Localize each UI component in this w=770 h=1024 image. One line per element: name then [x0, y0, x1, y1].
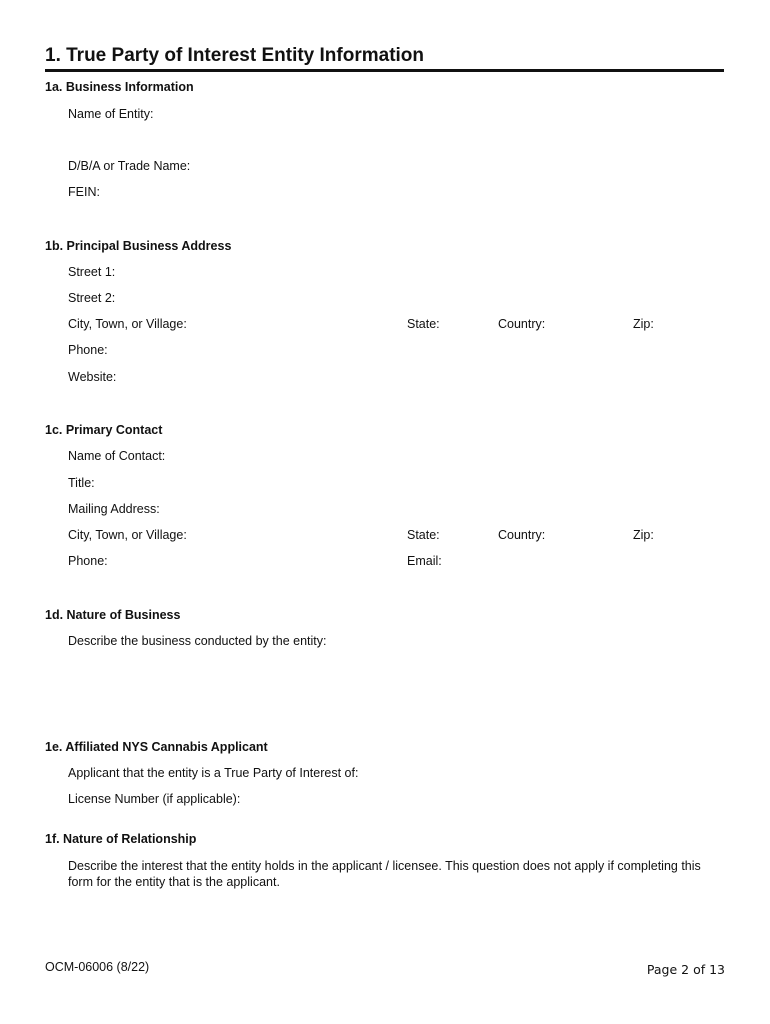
license-number-label: License Number (if applicable): [68, 792, 241, 806]
describe-business-label: Describe the business conducted by the entity: [68, 634, 327, 648]
contact-phone-label: Phone: [68, 554, 108, 568]
street1-label: Street 1: [68, 265, 116, 279]
name-of-entity-label: Name of Entity: [68, 107, 154, 121]
applicant-label: Applicant that the entity is a True Party of Interest of: [68, 766, 359, 780]
form-id: OCM-06006 (8/22) [45, 960, 150, 974]
state-label: State: [407, 317, 440, 331]
name-of-contact-label: Name of Contact: [68, 449, 166, 463]
section-heading-nature-of-business: 1d. Nature of Business [45, 608, 181, 622]
contact-city-label: City, Town, or Village: [68, 528, 187, 542]
website-label: Website: [68, 370, 117, 384]
country-label: Country: [498, 317, 546, 331]
page-title: 1. True Party of Interest Entity Information [45, 45, 425, 66]
contact-email-label: Email: [407, 554, 442, 568]
title-divider [45, 69, 724, 72]
section-heading-business-info: 1a. Business Information [45, 80, 194, 94]
describe-relationship-label: Describe the interest that the entity holds in the applicant / licensee. This question does not apply if completing this form for the entity that is the applicant. [68, 859, 701, 889]
mailing-address-label: Mailing Address: [68, 502, 160, 516]
phone-label: Phone: [68, 343, 108, 357]
city-label: City, Town, or Village: [68, 317, 187, 331]
section-heading-nature-of-relationship: 1f. Nature of Relationship [45, 832, 197, 846]
page-number: Page 2 of 13 [646, 962, 725, 977]
dba-label: D/B/A or Trade Name: [68, 159, 191, 173]
contact-state-label: State: [407, 528, 440, 542]
fein-label: FEIN: [68, 185, 100, 199]
section-heading-affiliated-applicant: 1e. Affiliated NYS Cannabis Applicant [45, 740, 268, 754]
contact-zip-label: Zip: [633, 528, 654, 542]
contact-country-label: Country: [498, 528, 546, 542]
section-heading-principal-address: 1b. Principal Business Address [45, 239, 232, 253]
contact-title-label: Title: [68, 476, 95, 490]
street2-label: Street 2: [68, 291, 116, 305]
zip-label: Zip: [633, 317, 654, 331]
section-heading-primary-contact: 1c. Primary Contact [45, 423, 163, 437]
